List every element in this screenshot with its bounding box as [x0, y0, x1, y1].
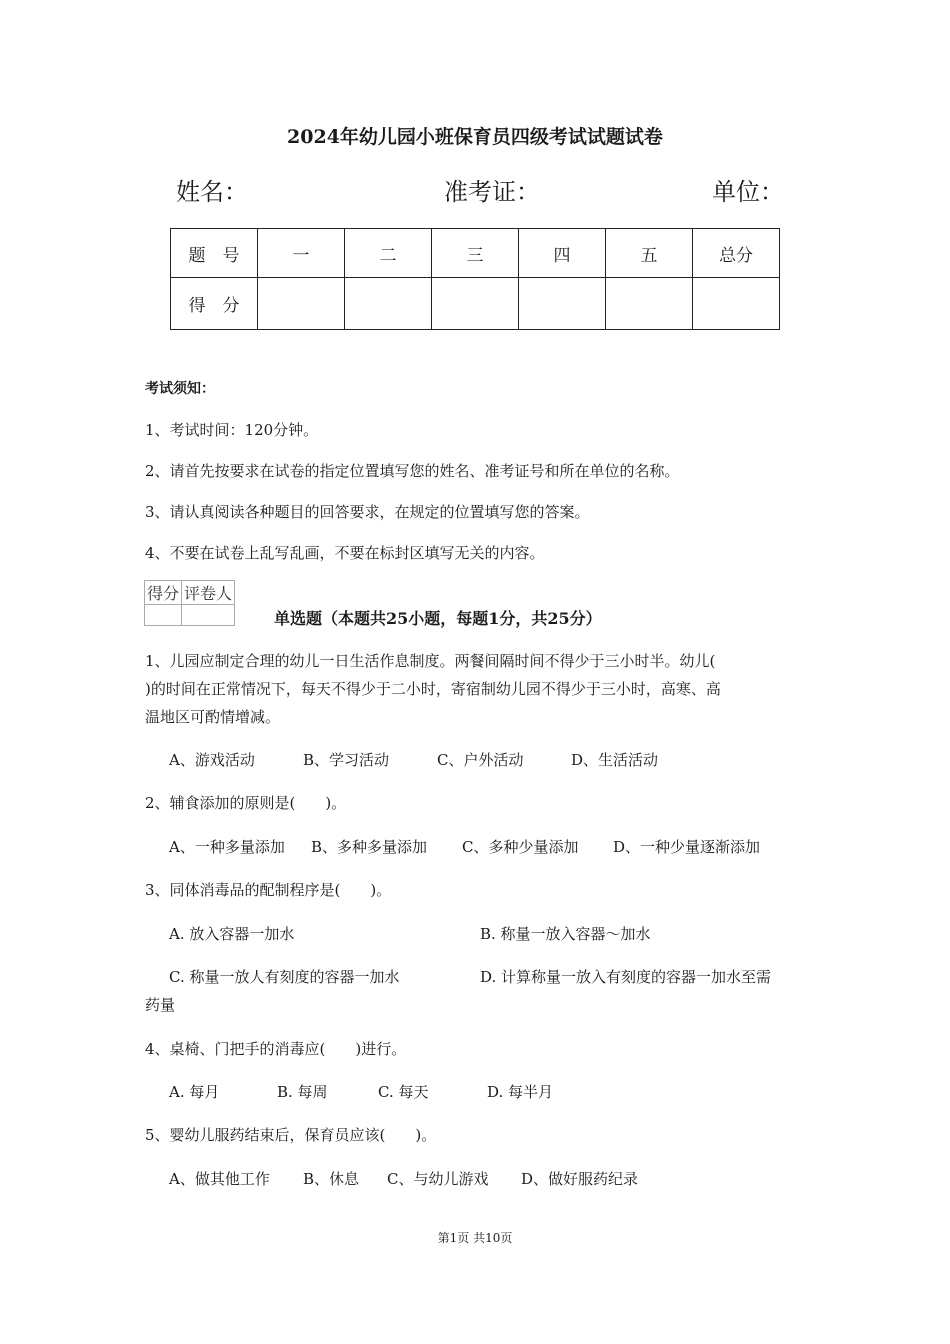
option: A. 每月: [169, 1083, 220, 1101]
score-table-header-cell: 题 号: [171, 229, 258, 278]
option: B、多种多量添加: [311, 838, 428, 856]
option: C、多种少量添加: [462, 838, 579, 856]
score-cell[interactable]: [519, 278, 606, 330]
section-title: 单选题（本题共25小题，每题1分，共25分）: [274, 609, 602, 628]
question-text: 温地区可酌情增减。: [145, 708, 281, 726]
notice-item: 2、请首先按要求在试卷的指定位置填写您的姓名、准考证号和所在单位的名称。: [145, 462, 680, 480]
score-table-header-cell: 三: [432, 229, 519, 278]
question-text: 3、同体消毒品的配制程序是( )。: [145, 881, 392, 899]
option: B、休息: [303, 1170, 360, 1188]
notice-heading: 考试须知：: [145, 381, 215, 397]
option-continuation: 药量: [145, 996, 176, 1014]
option: C、与幼儿游戏: [387, 1170, 489, 1188]
score-table-header-cell: 二: [345, 229, 432, 278]
grader-box: [144, 580, 235, 626]
grader-box-grader-cell[interactable]: [182, 605, 235, 626]
score-cell[interactable]: [606, 278, 693, 330]
option: D. 每半月: [487, 1083, 554, 1101]
score-cell[interactable]: [432, 278, 519, 330]
name-field-label: 姓名：: [176, 178, 248, 206]
score-table: [170, 228, 780, 330]
grader-box-grader-label: 评卷人: [182, 581, 235, 605]
score-cell[interactable]: [258, 278, 345, 330]
score-table-header-cell: 五: [606, 229, 693, 278]
option: A、游戏活动: [169, 751, 255, 769]
unit-field-label: 单位：: [712, 178, 784, 206]
option: B. 每周: [277, 1083, 328, 1101]
score-row-label: 得 分: [171, 278, 258, 330]
score-table-header-cell: 四: [519, 229, 606, 278]
option: B、学习活动: [303, 751, 390, 769]
option: D、一种少量逐渐添加: [613, 838, 761, 856]
question-text: )的时间在正常情况下，每天不得少于二小时，寄宿制幼儿园不得少于三小时，高寒、高: [145, 680, 721, 698]
option: C. 每天: [378, 1083, 429, 1101]
option: C、户外活动: [437, 751, 524, 769]
notice-item: 1、考试时间：120分钟。: [145, 421, 319, 439]
question-text: 2、辅食添加的原则是( )。: [145, 794, 347, 812]
notice-item: 4、不要在试卷上乱写乱画，不要在标封区填写无关的内容。: [145, 544, 545, 562]
question-text: 5、婴幼儿服药结束后，保育员应该( )。: [145, 1126, 437, 1144]
score-table-header-cell: 总分: [693, 229, 780, 278]
grader-box-score-cell[interactable]: [145, 605, 182, 626]
grader-box-score-label: 得分: [145, 581, 182, 605]
exam-id-field-label: 准考证：: [444, 178, 540, 206]
score-cell[interactable]: [693, 278, 780, 330]
page-footer: 第1页 共10页: [437, 1231, 513, 1245]
notice-item: 3、请认真阅读各种题目的回答要求，在规定的位置填写您的答案。: [145, 503, 590, 521]
option: A. 放入容器一加水: [169, 925, 295, 943]
option: B. 称量一放入容器～加水: [480, 925, 651, 943]
score-table-score-row: [171, 278, 780, 330]
score-table-header-row: [171, 229, 780, 278]
option: A、做其他工作: [169, 1170, 270, 1188]
question-text: 1、儿园应制定合理的幼儿一日生活作息制度。两餐间隔时间不得少于三小时半。幼儿(: [145, 652, 716, 670]
option: D. 计算称量一放入有刻度的容器一加水至需: [480, 968, 772, 986]
question-text: 4、桌椅、门把手的消毒应( )进行。: [145, 1040, 407, 1058]
page-title: 2024年幼儿园小班保育员四级考试试题试卷: [287, 126, 663, 148]
option: D、做好服药纪录: [521, 1170, 639, 1188]
option: D、生活活动: [571, 751, 659, 769]
option: A、一种多量添加: [169, 838, 285, 856]
score-table-header-cell: 一: [258, 229, 345, 278]
option: C. 称量一放人有刻度的容器一加水: [169, 968, 400, 986]
score-cell[interactable]: [345, 278, 432, 330]
